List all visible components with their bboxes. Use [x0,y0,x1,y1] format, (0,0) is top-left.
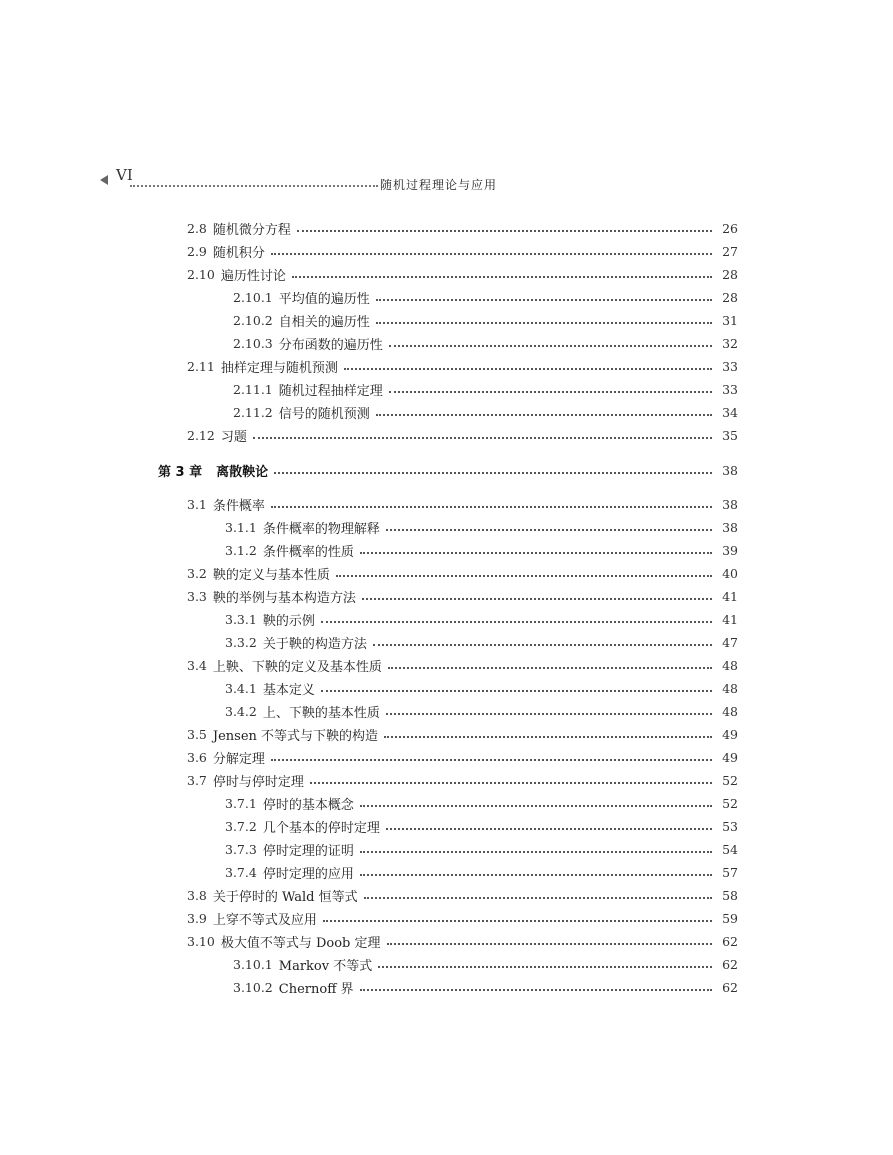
leader-dots [388,667,712,669]
section-number: 2.11 [187,358,215,374]
section-number: 3.5 [187,726,207,742]
page-ref: 26 [722,220,738,236]
page-ref: 53 [722,818,738,834]
leader-dots [376,414,712,416]
section-title: Chernoff 界 [278,981,354,997]
section-title: 条件概率 [212,498,265,514]
page-ref: 47 [722,634,738,650]
section-title: 抽样定理与随机预测 [220,360,338,376]
section-title: 上、下鞅的基本性质 [262,705,380,721]
toc-entry[interactable] [187,425,738,445]
section-number: 3.3.2 [225,634,257,650]
section-number: 2.10.3 [233,335,273,351]
section-title: 停时的基本概念 [262,797,354,813]
section-title: 关于停时的 Wald 恒等式 [212,889,358,905]
toc-entry[interactable] [187,356,738,376]
section-number: 2.8 [187,220,207,236]
section-number: 3.4.1 [225,680,257,696]
toc-entry[interactable] [233,402,738,422]
leader-dots [360,851,712,853]
page-ref: 28 [722,266,738,282]
toc-entry[interactable] [187,770,738,790]
toc-entry[interactable] [187,586,738,606]
page-ref: 35 [722,427,738,443]
section-number: 3.1.2 [225,542,257,558]
leader-dots [364,897,712,899]
page-ref: 62 [722,933,738,949]
page-ref: 62 [722,956,738,972]
section-title: 上穿不等式及应用 [212,912,317,928]
section-number: 3.2 [187,565,207,581]
section-title: 随机积分 [212,245,265,261]
toc-entry[interactable] [187,747,738,767]
leader-dots [323,920,712,922]
section-title: 鞅的定义与基本性质 [212,567,330,583]
leader-dots [389,391,712,393]
leader-dots [360,989,712,991]
section-number: 2.11.2 [233,404,273,420]
leader-dots [292,276,712,278]
toc-entry[interactable] [187,218,738,238]
section-number: 3.4.2 [225,703,257,719]
section-title: 自相关的遍历性 [278,314,370,330]
leader-dots [274,472,712,474]
leader-dots [386,529,712,531]
section-number: 3.7.2 [225,818,257,834]
section-title: 随机过程抽样定理 [278,383,383,399]
section-number: 3.7.3 [225,841,257,857]
page-ref: 54 [722,841,738,857]
page-ref: 48 [722,703,738,719]
section-title: 条件概率的物理解释 [262,521,380,537]
leader-dots [389,345,712,347]
toc-entry[interactable] [233,287,738,307]
leader-dots [336,575,712,577]
section-title: 离散鞅论 [216,464,269,480]
toc-entry[interactable] [225,540,738,560]
page-ref: 28 [722,289,738,305]
page-ref: 33 [722,381,738,397]
toc-entry[interactable] [225,678,738,698]
section-title: Markov 不等式 [278,958,373,974]
toc-entry[interactable] [225,816,738,836]
section-number: 3.1 [187,496,207,512]
section-title: 基本定义 [262,682,315,698]
leader-dots [297,230,712,232]
section-number: 2.12 [187,427,215,443]
toc-entry[interactable] [225,793,738,813]
page-ref: 41 [722,588,738,604]
leader-dots [360,552,712,554]
toc-entry[interactable] [187,724,738,744]
leader-dots [373,644,712,646]
section-title: 遍历性讨论 [220,268,286,284]
toc-chapter-entry[interactable] [158,460,738,480]
section-title: 停时定理的证明 [262,843,354,859]
leader-dots [384,736,712,738]
leader-dots [378,966,712,968]
toc-entry[interactable] [233,977,738,997]
page-ref: 48 [722,680,738,696]
page-ref: 58 [722,887,738,903]
page-ref: 57 [722,864,738,880]
section-number: 3.7.1 [225,795,257,811]
toc-entry[interactable] [187,931,738,951]
toc-entry[interactable] [225,632,738,652]
leader-dots [386,828,712,830]
section-number: 2.10.1 [233,289,273,305]
section-title: 分解定理 [212,751,265,767]
leader-dots [360,805,712,807]
page-ref: 49 [722,726,738,742]
leader-dots [362,598,712,600]
toc-entry[interactable] [187,264,738,284]
section-title: 分布函数的遍历性 [278,337,383,353]
section-number: 3.3.1 [225,611,257,627]
section-number: 2.11.1 [233,381,273,397]
toc-entry[interactable] [187,885,738,905]
section-number: 3.1.1 [225,519,257,535]
section-title: 随机微分方程 [212,222,291,238]
section-number: 3.9 [187,910,207,926]
page-number: VI [116,166,133,184]
toc-entry[interactable] [225,517,738,537]
section-title: 鞅的示例 [262,613,315,629]
section-title: 关于鞅的构造方法 [262,636,367,652]
section-title: 停时定理的应用 [262,866,354,882]
toc-entry[interactable] [187,241,738,261]
page-ref: 31 [722,312,738,328]
page-ref: 32 [722,335,738,351]
section-title: 停时与停时定理 [212,774,304,790]
section-number: 3.7.4 [225,864,257,880]
section-number: 3.3 [187,588,207,604]
leader-dots [253,437,712,439]
leader-dots [271,759,712,761]
page-ref: 34 [722,404,738,420]
section-title: 平均值的遍历性 [278,291,370,307]
section-title: 习题 [220,429,247,445]
leader-dots [387,943,712,945]
toc-entry[interactable] [233,379,738,399]
leader-dots [376,299,712,301]
section-number: 3.4 [187,657,207,673]
page-ref: 38 [722,496,738,512]
page-ref: 33 [722,358,738,374]
section-number: 2.9 [187,243,207,259]
toc-entry[interactable] [187,908,738,928]
page-ref: 39 [722,542,738,558]
leader-dots [386,713,712,715]
section-number: 2.10 [187,266,215,282]
page-ref: 27 [722,243,738,259]
section-number: 3.6 [187,749,207,765]
section-number: 3.10.1 [233,956,273,972]
page-ref: 59 [722,910,738,926]
leader-dots [360,874,712,876]
section-title: 极大值不等式与 Doob 定理 [220,935,381,951]
section-number: 3.8 [187,887,207,903]
toc-entry[interactable] [187,655,738,675]
section-title: 鞅的举例与基本构造方法 [212,590,356,606]
section-title: 上鞅、下鞅的定义及基本性质 [212,659,382,675]
leader-dots [271,506,712,508]
leader-dots [271,253,712,255]
page-ref: 52 [722,795,738,811]
section-number: 3.7 [187,772,207,788]
leader-dots [321,690,712,692]
page-ref: 62 [722,979,738,995]
toc-entry[interactable] [225,862,738,882]
toc-entry[interactable] [225,609,738,629]
toc-entry[interactable] [233,310,738,330]
toc-entry[interactable] [187,494,738,514]
page-ref: 40 [722,565,738,581]
page-ref: 38 [722,462,738,478]
toc-entry[interactable] [225,839,738,859]
toc-entry[interactable] [233,954,738,974]
page-ref: 52 [722,772,738,788]
section-number: 3.10.2 [233,979,273,995]
section-number: 2.10.2 [233,312,273,328]
section-title: 条件概率的性质 [262,544,354,560]
page-ref: 41 [722,611,738,627]
toc-entry[interactable] [233,333,738,353]
section-title: 几个基本的停时定理 [262,820,380,836]
section-number: 第 3 章 [158,464,203,480]
page-ref: 48 [722,657,738,673]
leader-dots [344,368,712,370]
leader-dots [310,782,712,784]
leader-dots [376,322,712,324]
section-title: 信号的随机预测 [278,406,370,422]
toc-entry[interactable] [225,701,738,721]
section-number: 3.10 [187,933,215,949]
toc-entry[interactable] [187,563,738,583]
page-ref: 49 [722,749,738,765]
leader-dots [321,621,712,623]
book-title: 随机过程理论与应用 [380,178,498,192]
page-ref: 38 [722,519,738,535]
section-title: Jensen 不等式与下鞅的构造 [212,728,379,744]
